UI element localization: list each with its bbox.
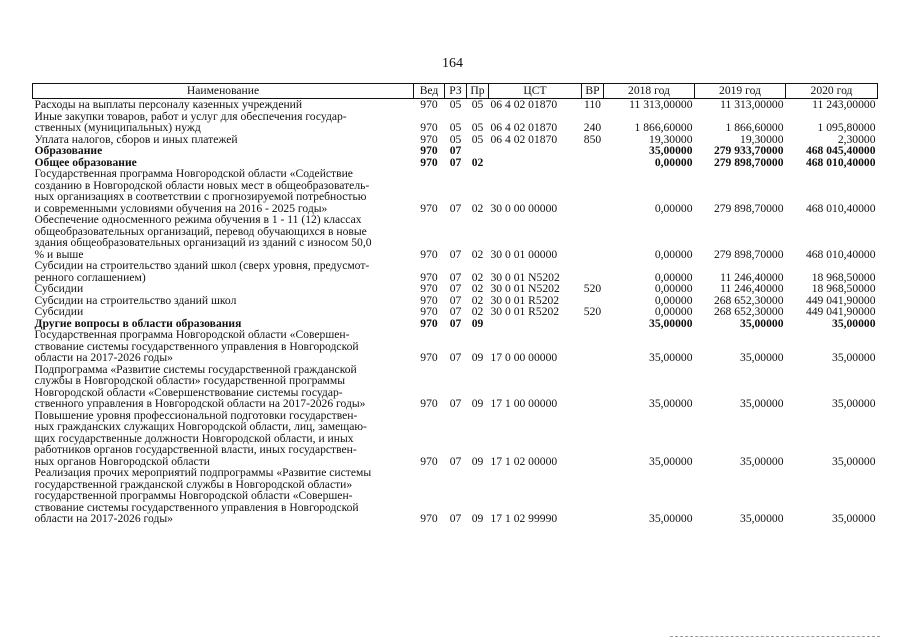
cell-ved: 970 bbox=[420, 247, 438, 261]
cell-rz: 07 bbox=[449, 282, 462, 295]
cell-2018: 0,00000 bbox=[654, 293, 693, 307]
table-row bbox=[33, 111, 878, 134]
cell-cst bbox=[489, 145, 582, 157]
cell-2019: 35,00000 bbox=[740, 351, 784, 364]
col-header-2018: 2018 год bbox=[604, 84, 695, 99]
cell-ved: 970 bbox=[420, 121, 438, 134]
table-row bbox=[33, 364, 878, 410]
cell-rz: 05 bbox=[449, 121, 462, 134]
cell-cst: 17 1 00 00000 bbox=[490, 397, 558, 410]
cell-rz: 05 bbox=[449, 132, 462, 146]
cell-ved: 970 bbox=[420, 201, 438, 215]
cell-pr bbox=[467, 145, 489, 157]
cell-name bbox=[33, 168, 414, 214]
cell-vr bbox=[582, 410, 604, 468]
cell-2020: 2,30000 bbox=[837, 132, 876, 146]
cell-2018: 11 313,00000 bbox=[629, 98, 693, 111]
cell-name-line: Расходы на выплаты персоналу казенных учреждений bbox=[34, 98, 303, 111]
cell-rz: 07 bbox=[449, 155, 462, 169]
cell-rz: 07 bbox=[449, 247, 462, 261]
cell-cst: 30 0 00 00000 bbox=[490, 201, 558, 215]
cell-2020: 18 968,50000 bbox=[811, 270, 876, 284]
cell-ved: 970 bbox=[420, 454, 438, 468]
cell-vr bbox=[582, 329, 604, 364]
cell-pr: 02 bbox=[471, 155, 484, 169]
cell-rz: 07 bbox=[449, 201, 462, 215]
cell-ved: 970 bbox=[420, 132, 438, 146]
cell-cst: 30 0 01 R5202 bbox=[490, 305, 560, 318]
cell-pr: 05 bbox=[471, 132, 484, 146]
cell-pr: 05 bbox=[471, 98, 484, 111]
table-row bbox=[33, 214, 878, 260]
col-header-vr: ВР bbox=[582, 84, 604, 99]
cell-vr bbox=[582, 364, 604, 410]
cell-2020: 468 010,40000 bbox=[805, 247, 876, 261]
cell-vr bbox=[582, 318, 604, 330]
cell-2020: 468 010,40000 bbox=[805, 155, 876, 169]
cell-name-line: Другие вопросы в области образования bbox=[34, 316, 242, 330]
cell-name-line: здания общеобразовательных организаций из зданий с износом 50,0 bbox=[34, 236, 372, 249]
cell-2019: 268 652,30000 bbox=[713, 305, 784, 318]
cell-cst: 30 0 01 N5202 bbox=[490, 282, 560, 295]
cell-vr: 110 bbox=[584, 98, 601, 111]
col-header-rz: РЗ bbox=[445, 84, 467, 99]
cell-name-line: ренного соглашением) bbox=[34, 270, 146, 284]
cell-2019: 268 652,30000 bbox=[713, 293, 784, 307]
cell-2020: 449 041,90000 bbox=[805, 293, 876, 307]
cell-2018: 0,00000 bbox=[654, 305, 693, 318]
cell-2018: 0,00000 bbox=[654, 282, 693, 295]
cell-name bbox=[33, 214, 414, 260]
cell-name-line: Государственная программа Новгородской области «Содействие bbox=[34, 167, 353, 180]
table-row bbox=[33, 306, 878, 318]
cell-2018: 35,00000 bbox=[649, 397, 693, 410]
cell-cst: 06 4 02 01870 bbox=[490, 98, 558, 111]
cell-name-line: ных гражданских служащих Новгородской области, лиц, замещаю- bbox=[34, 420, 367, 433]
cell-name-line: Подпрограмма «Развитие системы государственной гражданской bbox=[34, 362, 357, 376]
cell-name bbox=[33, 295, 414, 307]
cell-name-line: ственных (муниципальных) нужд bbox=[34, 121, 201, 134]
cell-vr bbox=[582, 168, 604, 214]
cell-2020: 468 045,40000 bbox=[805, 144, 876, 157]
cell-2020: 35,00000 bbox=[832, 512, 876, 525]
cell-vr: 520 bbox=[583, 282, 602, 295]
cell-ved: 970 bbox=[420, 316, 438, 330]
cell-2018: 35,00000 bbox=[649, 512, 693, 525]
cell-2019: 35,00000 bbox=[740, 454, 784, 468]
cell-2020: 35,00000 bbox=[832, 454, 876, 468]
table-row bbox=[33, 410, 878, 468]
cell-name-line: области на 2017-2026 годы» bbox=[34, 512, 173, 525]
cell-name bbox=[33, 260, 414, 283]
scan-artifact-line bbox=[670, 636, 880, 639]
cell-name-line: Субсидии на строительство зданий школ bbox=[34, 293, 237, 307]
cell-2018: 0,00000 bbox=[654, 270, 693, 284]
cell-vr bbox=[582, 157, 604, 169]
cell-pr: 09 bbox=[471, 316, 484, 330]
cell-name-line: Уплата налогов, сборов и иных платежей bbox=[34, 132, 238, 146]
page-number: 164 bbox=[442, 56, 463, 71]
cell-name-line: созданию в Новгородской области новых мест в общеобразователь- bbox=[34, 178, 370, 192]
cell-name bbox=[33, 111, 414, 134]
col-header-2020: 2020 год bbox=[786, 84, 878, 99]
cell-name bbox=[33, 145, 414, 157]
table-body bbox=[33, 99, 878, 525]
cell-pr: 09 bbox=[471, 351, 484, 364]
cell-rz: 07 bbox=[449, 305, 462, 318]
cell-2019: 35,00000 bbox=[740, 316, 784, 330]
cell-2018: 35,00000 bbox=[649, 144, 693, 157]
cell-ved: 970 bbox=[420, 282, 438, 295]
cell-ved: 970 bbox=[420, 397, 438, 410]
cell-ved: 970 bbox=[420, 351, 438, 364]
cell-2018: 0,00000 bbox=[654, 155, 693, 169]
cell-vr bbox=[582, 145, 604, 157]
cell-vr bbox=[582, 467, 604, 525]
cell-rz: 07 bbox=[449, 351, 462, 364]
cell-2019: 279 898,70000 bbox=[713, 155, 784, 169]
col-header-ved: Вед bbox=[414, 84, 445, 99]
cell-2020: 35,00000 bbox=[832, 351, 876, 364]
cell-name bbox=[33, 467, 414, 525]
cell-name-line: Субсидии на строительство зданий школ (сверх уровня, предусмот- bbox=[34, 259, 370, 272]
cell-2019: 11 246,40000 bbox=[720, 270, 784, 284]
cell-2018: 0,00000 bbox=[654, 201, 693, 215]
cell-name-line: Общее образование bbox=[34, 155, 137, 169]
cell-2020: 468 010,40000 bbox=[805, 201, 876, 215]
table-row bbox=[33, 260, 878, 283]
col-header-pr: Пр bbox=[467, 84, 489, 99]
cell-2020: 11 243,00000 bbox=[812, 98, 876, 111]
cell-name-line: Субсидии bbox=[34, 282, 84, 295]
cell-name-line: Субсидии bbox=[34, 305, 84, 318]
col-header-cst: ЦСТ bbox=[489, 84, 582, 99]
cell-vr: 520 bbox=[583, 305, 602, 318]
cell-name bbox=[33, 329, 414, 364]
cell-name bbox=[33, 99, 414, 111]
table-row bbox=[33, 283, 878, 295]
cell-cst bbox=[489, 318, 582, 330]
cell-cst: 17 1 02 99990 bbox=[490, 512, 558, 525]
col-header-2019: 2019 год bbox=[695, 84, 786, 99]
table-header-row bbox=[33, 84, 878, 99]
cell-rz: 05 bbox=[449, 98, 462, 111]
cell-name-line: ствование системы государственного управления в Новгородской bbox=[34, 339, 359, 353]
cell-name-line: ных органов Новгородской области bbox=[34, 454, 210, 468]
cell-2019: 279 898,70000 bbox=[713, 247, 784, 261]
cell-2019: 35,00000 bbox=[740, 397, 784, 410]
cell-name-line: службы в Новгородской области» государственной программы bbox=[34, 374, 345, 387]
cell-cst: 17 1 02 00000 bbox=[490, 454, 558, 468]
cell-pr: 02 bbox=[471, 282, 484, 295]
cell-name-line: Новгородской области «Совершенствование системы государ- bbox=[34, 385, 343, 399]
table-row bbox=[33, 145, 878, 157]
cell-cst: 30 0 01 00000 bbox=[490, 247, 558, 261]
cell-2020: 1 095,80000 bbox=[817, 121, 876, 134]
cell-2018: 19,30000 bbox=[649, 132, 693, 146]
cell-2020: 18 968,50000 bbox=[811, 282, 876, 295]
cell-name-line: государственной гражданской службы в Новгородской области» bbox=[34, 477, 353, 491]
cell-2020: 35,00000 bbox=[832, 397, 876, 410]
cell-name-line: работников органов государственной власти, иных государствен- bbox=[34, 443, 357, 456]
cell-2019: 19,30000 bbox=[740, 132, 784, 146]
cell-pr: 02 bbox=[471, 305, 484, 318]
cell-2019: 279 933,70000 bbox=[713, 144, 784, 157]
cell-name-line: Иные закупки товаров, работ и услуг для обеспечения государ- bbox=[34, 109, 347, 123]
cell-rz: 07 bbox=[449, 270, 462, 284]
cell-rz: 07 bbox=[449, 397, 462, 410]
table-row bbox=[33, 99, 878, 111]
cell-2018: 1 866,60000 bbox=[634, 121, 693, 134]
cell-pr: 09 bbox=[471, 454, 484, 468]
cell-ved: 970 bbox=[420, 155, 438, 169]
cell-rz: 07 bbox=[449, 316, 462, 330]
cell-2020: 449 041,90000 bbox=[805, 305, 876, 318]
cell-cst: 06 4 02 01870 bbox=[490, 132, 558, 146]
cell-ved: 970 bbox=[420, 144, 438, 157]
cell-name-line: общеобразовательных организаций, перевод обучающихся в новые bbox=[34, 224, 367, 238]
cell-rz: 07 bbox=[449, 144, 462, 157]
cell-name bbox=[33, 364, 414, 410]
cell-ved: 970 bbox=[420, 293, 438, 307]
cell-rz: 07 bbox=[449, 454, 462, 468]
cell-name-line: % и выше bbox=[34, 247, 84, 261]
cell-name-line: Образование bbox=[34, 144, 103, 157]
cell-pr: 02 bbox=[471, 247, 484, 261]
cell-name bbox=[33, 283, 414, 295]
cell-2019: 11 246,40000 bbox=[720, 282, 784, 295]
cell-name-line: и современными условиями обучения на 2016 - 2025 годы» bbox=[34, 201, 328, 215]
table-row bbox=[33, 168, 878, 214]
cell-2019: 35,00000 bbox=[740, 512, 784, 525]
cell-2019: 279 898,70000 bbox=[713, 201, 784, 215]
cell-ved: 970 bbox=[420, 98, 438, 111]
table-row bbox=[33, 467, 878, 525]
cell-2018: 0,00000 bbox=[654, 247, 693, 261]
cell-name-line: ных организациях в соответствии с прогнозируемой потребностью bbox=[34, 190, 367, 203]
cell-pr: 02 bbox=[471, 270, 484, 284]
cell-2018: 35,00000 bbox=[649, 454, 693, 468]
cell-2019: 1 866,60000 bbox=[725, 121, 784, 134]
cell-rz: 07 bbox=[449, 512, 462, 525]
cell-name-line: Государственная программа Новгородской области «Совершен- bbox=[34, 328, 350, 341]
cell-cst: 30 0 01 R5202 bbox=[490, 293, 560, 307]
cell-name-line: Обеспечение односменного режима обучения в 1 - 11 (12) классах bbox=[34, 213, 362, 226]
cell-name-line: ствование системы государственного управления в Новгородской bbox=[34, 500, 359, 514]
cell-name-line: Реализация прочих мероприятий подпрограммы «Развитие системы bbox=[34, 466, 372, 479]
cell-ved: 970 bbox=[420, 512, 438, 525]
cell-2019: 11 313,00000 bbox=[720, 98, 784, 111]
cell-name-line: государственной программы Новгородской области «Совершен- bbox=[34, 489, 353, 502]
cell-pr: 09 bbox=[471, 512, 484, 525]
budget-table bbox=[32, 83, 878, 525]
cell-name-line: ственного управления в Новгородской области на 2017-2026 годы» bbox=[34, 397, 366, 410]
cell-pr: 05 bbox=[471, 121, 484, 134]
cell-2018: 35,00000 bbox=[649, 316, 693, 330]
cell-2020: 35,00000 bbox=[832, 316, 876, 330]
cell-cst: 30 0 01 N5202 bbox=[490, 270, 560, 284]
cell-name bbox=[33, 410, 414, 468]
cell-vr bbox=[582, 260, 604, 283]
cell-pr: 09 bbox=[471, 397, 484, 410]
cell-vr: 240 bbox=[583, 121, 602, 134]
cell-name bbox=[33, 306, 414, 318]
cell-cst bbox=[489, 157, 582, 169]
cell-2018: 35,00000 bbox=[649, 351, 693, 364]
cell-pr: 02 bbox=[471, 293, 484, 307]
cell-cst: 17 0 00 00000 bbox=[490, 351, 558, 364]
cell-ved: 970 bbox=[420, 305, 438, 318]
table-row bbox=[33, 329, 878, 364]
cell-pr: 02 bbox=[471, 201, 484, 215]
cell-name-line: области на 2017-2026 годы» bbox=[34, 351, 173, 364]
cell-cst: 06 4 02 01870 bbox=[490, 121, 558, 134]
cell-vr bbox=[582, 214, 604, 260]
cell-ved: 970 bbox=[420, 270, 438, 284]
cell-name-line: Повышение уровня профессиональной подготовки государствен- bbox=[34, 408, 358, 422]
col-header-name: Наименование bbox=[33, 84, 414, 99]
cell-vr: 850 bbox=[583, 132, 602, 146]
cell-name-line: щих государственные должности Новгородской области, и иных bbox=[34, 431, 354, 445]
cell-rz: 07 bbox=[449, 293, 462, 307]
